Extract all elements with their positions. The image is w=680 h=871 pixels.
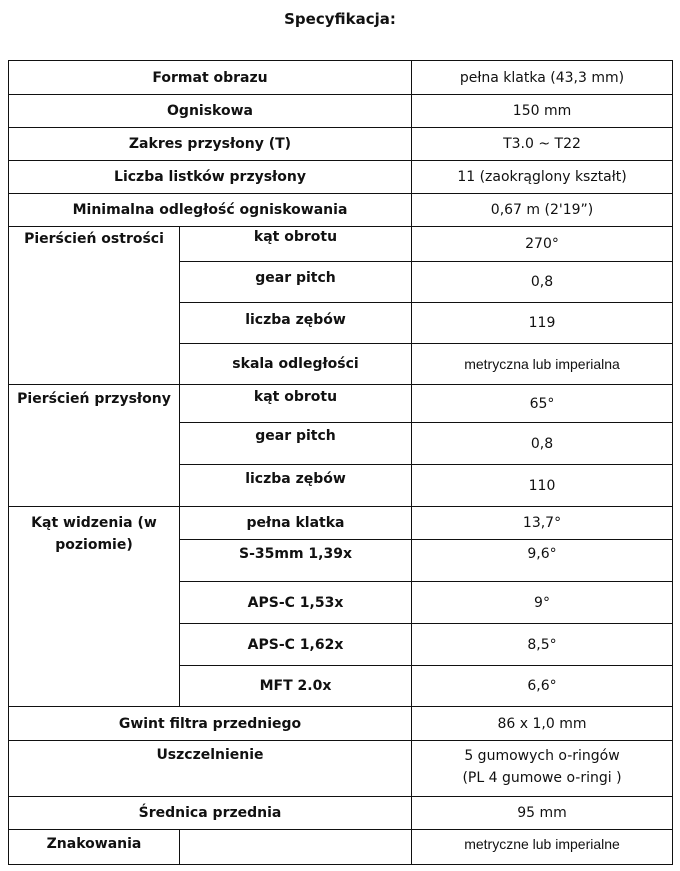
row-label: Uszczelnienie [9,741,412,797]
row-label: Format obrazu [9,61,412,95]
row-value: 95 mm [412,797,673,830]
row-label: Średnica przednia [9,797,412,830]
row-label: Zakres przysłony (T) [9,128,412,161]
sub-value: 270° [412,227,673,262]
table-row [9,95,673,128]
row-value [412,741,673,797]
row-label: Ogniskowa [9,95,412,128]
row-value: metryczne lub imperialne [412,830,673,865]
sub-label: skala odległości [180,344,412,385]
table-row [9,128,673,161]
row-label: Gwint filtra przedniego [9,707,412,741]
page-title: Specyfikacja: [284,10,396,28]
sub-value: 119 [412,303,673,344]
focus-ring-label: Pierścień ostrości [9,227,180,385]
angle-of-view-label: Kąt widzenia (w poziomie) [9,507,180,707]
table-row [9,61,673,95]
table-row [9,385,673,423]
row-value: pełna klatka (43,3 mm) [412,61,673,95]
row-label: Liczba listków przysłony [9,161,412,194]
sub-label: kąt obrotu [180,385,412,423]
row-label: Znakowania [9,830,180,865]
row-label: Minimalna odległość ogniskowania [9,194,412,227]
sub-value: 65° [412,385,673,423]
sub-label: APS-C 1,53x [180,582,412,624]
sub-label: S-35mm 1,39x [180,540,412,582]
seal-value-line1: 5 gumowych o-ringów [464,748,620,764]
sub-value: 9,6° [412,540,673,582]
row-value: 86 x 1,0 mm [412,707,673,741]
table-row [9,741,673,797]
aperture-ring-label: Pierścień przysłony [9,385,180,507]
sub-value: 110 [412,465,673,507]
sub-value: 9° [412,582,673,624]
table-row [9,507,673,540]
sub-value: 0,8 [412,262,673,303]
seal-value-line2: (PL 4 gumowe o-ringi ) [462,770,622,786]
sub-value: 6,6° [412,666,673,707]
table-row [9,797,673,830]
table-row [9,227,673,262]
sub-value: 13,7° [412,507,673,540]
table-row [9,194,673,227]
table-row [9,161,673,194]
sub-label: MFT 2.0x [180,666,412,707]
sub-label: liczba zębów [180,465,412,507]
sub-value: 8,5° [412,624,673,666]
row-value: T3.0 ~ T22 [412,128,673,161]
sub-label: liczba zębów [180,303,412,344]
sub-label: kąt obrotu [180,227,412,262]
sub-label: pełna klatka [180,507,412,540]
empty-cell [180,830,412,865]
row-value: 150 mm [412,95,673,128]
spec-table [8,60,673,865]
sub-label: gear pitch [180,262,412,303]
row-value: 11 (zaokrąglony kształt) [412,161,673,194]
sub-value: 0,8 [412,423,673,465]
row-value: 0,67 m (2'19”) [412,194,673,227]
sub-label: APS-C 1,62x [180,624,412,666]
table-row [9,707,673,741]
table-row [9,830,673,865]
sub-label: gear pitch [180,423,412,465]
sub-value: metryczna lub imperialna [412,344,673,385]
